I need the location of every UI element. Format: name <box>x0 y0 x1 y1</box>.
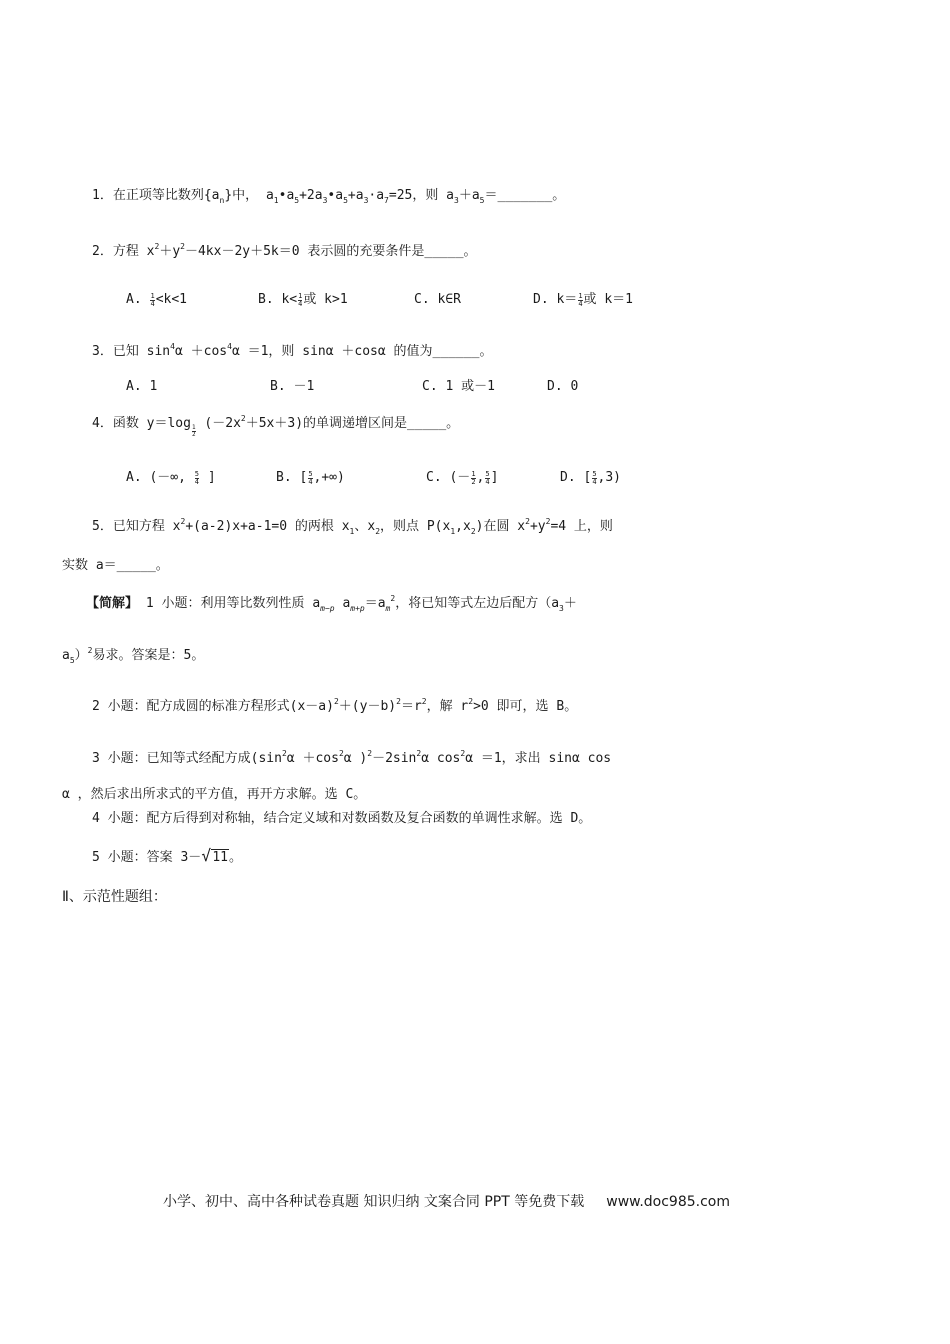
q3-option-d: D. 0 <box>547 379 579 394</box>
solution-line-5: α ，然后求出所求式的平方值，再开方求解。选 C。 <box>62 787 367 802</box>
solution-line-6: 4 小题：配方后得到对称轴，结合定义域和对数函数及复合函数的单调性求解。选 D。 <box>92 811 592 826</box>
solution-line-4: 3 小题：已知等式经配方成($\sin^2\alpha +\cos^2\alpha$ )$^2-2\sin^2\alpha$ $\cos^2\alpha =1$，求出 sinα cos <box>92 749 612 766</box>
radical-sign-icon: √ <box>201 846 211 865</box>
q3-option-b: B. －1 <box>270 379 315 394</box>
solution-line-3: 2 小题：配方成圆的标准方程形式$(x-a)^2+(y-b)^2=r^2$，解 $r^2>0$ 即可，选 B。 <box>92 697 578 714</box>
question-5-continued: 实数 a＝_____。 <box>62 558 169 573</box>
fraction: $\frac{5}{4}$ <box>592 470 597 486</box>
question-4: 4．函数 y＝log $\frac{1}{2}$ $(-2x^2+5x+3)$的单调递增区间是_____。 <box>92 414 460 438</box>
section-heading: Ⅱ、示范性题组： <box>62 889 167 905</box>
square-root: √ 11 <box>201 846 228 865</box>
solution-heading: 【简解】 <box>86 596 139 611</box>
q2-option-b: B. k< $\frac{1}{4}$ 或 k>1 <box>258 292 348 308</box>
fraction: $\frac{5}{4}$ <box>308 470 313 486</box>
footer-link[interactable]: www.doc985.com <box>606 1194 730 1210</box>
question-5: 5．已知方程 $x^2+(a-2)x+a-1=0$ 的两根 $x_1$、$x_2$，则点 $P(x_1,x_2)$在圆 $x^2+y^2=4$ 上，则 <box>92 517 613 536</box>
q4-option-c: C. (－ $\frac{1}{2}$ , $\frac{5}{4}$ ] <box>426 470 499 486</box>
q2-option-d: D. k＝ $\frac{1}{4}$ 或 k＝1 <box>533 292 634 308</box>
q3-option-a: A. 1 <box>126 379 158 394</box>
question-3: 3．已知 $\sin^4\alpha +\cos^4\alpha =1$，则 sinα ＋cosα 的值为______。 <box>92 342 493 359</box>
solution-line-7: 5 小题：答案 3－ √ 11。 <box>92 848 242 868</box>
log-base-fraction: $\frac{1}{2}$ <box>191 424 196 438</box>
q2-option-a: A. $\frac{1}{4}$ <k<1 <box>126 292 188 308</box>
fraction: $\frac{1}{2}$ <box>471 470 476 486</box>
page-footer: 小学、初中、高中各种试卷真题 知识归纳 文案合同 PPT 等免费下载 www.doc985.com <box>163 1194 730 1210</box>
fraction: $\frac{1}{4}$ <box>578 292 583 308</box>
q4-option-d: D. [ $\frac{5}{4}$ ,3) <box>560 470 622 486</box>
fraction: $\frac{5}{4}$ <box>485 470 490 486</box>
solution-line-1: 【简解】 1 小题：利用等比数列性质 $a_{m-p}$ $a_{m+p}=a_m^2$，将已知等式左边后配方（$a_3+$ <box>86 594 577 613</box>
fraction: $\frac{1}{4}$ <box>298 292 303 308</box>
q3-option-c: C. 1 或－1 <box>422 379 495 394</box>
fraction: $\frac{1}{4}$ <box>150 292 155 308</box>
question-2: 2．方程 $x^2+y^2-4kx-2y+5k=0$ 表示圆的充要条件是_____。 <box>92 242 477 259</box>
question-1: 1．在正项等比数列$\{a_n\}$中， $a_1•a_5+2a_3•a_5+a_3\cdot a_7=25$，则 $a_3+a_5=\_\_\_\_\_\_\_$。 <box>92 188 566 205</box>
fraction: $\frac{5}{4}$ <box>194 470 200 486</box>
q4-option-a: A. (－∞, $\frac{5}{4}$ ] <box>126 470 216 486</box>
q4-option-b: B. [ $\frac{5}{4}$ ,+∞) <box>276 470 345 486</box>
solution-line-2: $a_5)^2$易求。答案是：5。 <box>62 646 205 665</box>
q2-option-c: C. k∈R <box>414 292 461 307</box>
